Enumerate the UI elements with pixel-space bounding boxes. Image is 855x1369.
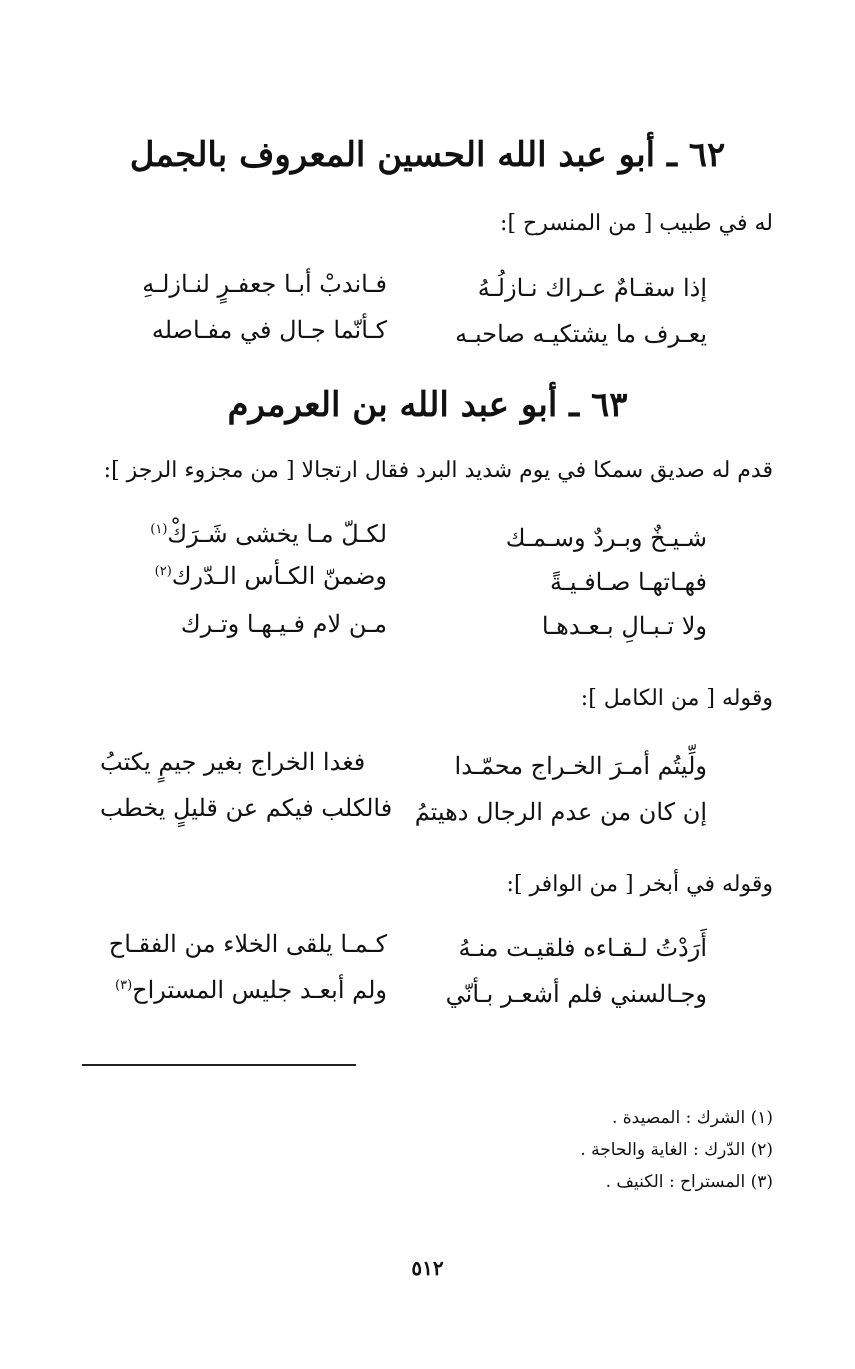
verse-first-hemistich: إن كان من عدم الرجال دهيتمُ: [414, 798, 707, 826]
verse-first-hemistich: يعـرف ما يشتكيـه صاحبـه: [455, 320, 707, 348]
verse-second-hemistich: كـأنّما جـال في مفـاصله: [151, 316, 387, 344]
footnote: (٢) الدّرك : الغاية والحاجة .: [580, 1140, 773, 1160]
footnote-marker: (١): [150, 522, 168, 537]
verse-first-hemistich: إذا سقـامٌ عـراك نـازلُـهُ: [477, 274, 707, 302]
footnote: (١) الشرك : المصيدة .: [611, 1108, 773, 1128]
section-heading-62: ٦٢ ـ أبو عبد الله الحسين المعروف بالجمل: [129, 135, 726, 175]
hemistich-text: لكـلّ مـا يخشى شَـرَكْ: [167, 520, 387, 548]
verse-first-hemistich: فهـاتهـا صـافـيـةً: [550, 568, 707, 596]
hemistich-text: ولم أبعـد جليس المستراح: [132, 976, 387, 1004]
section-intro: له في طبيب [ من المنسرح ]:: [500, 211, 773, 236]
page-number: ٥١٢: [411, 1256, 444, 1280]
verse-second-hemistich: [155, 564, 387, 588]
verse-second-hemistich: [115, 978, 387, 1002]
verse-second-hemistich: فغدا الخراج بغير جيمٍ يكتبُ: [100, 748, 366, 776]
verse-first-hemistich: شـيـخٌ وبـردٌ وسـمـك: [505, 524, 707, 552]
section-intro: قدم له صديق سمكا في يوم شديد البرد فقال ارتجالا [ من مجزوء الرجز ]:: [103, 458, 773, 483]
verse-second-hemistich: كـمـا يلقى الخلاء من الفقـاح: [108, 930, 387, 958]
footnote-marker: (٢): [154, 564, 172, 579]
section-heading-63: ٦٣ ـ أبو عبد الله بن العرمرم: [227, 385, 628, 425]
verse-first-hemistich: ولا تـبـالِ بـعـدهـا: [541, 612, 707, 640]
footnote: (٣) المستراح : الكنيف .: [605, 1172, 773, 1192]
section-intro: وقوله [ من الكامل ]:: [580, 686, 773, 711]
verse-first-hemistich: ولِّيتُم أمـرَ الخـراج محمّـدا: [454, 752, 707, 780]
verse-second-hemistich: [150, 522, 387, 546]
verse-second-hemistich: فالكلب فيكم عن قليلٍ يخطب: [100, 794, 393, 822]
verse-second-hemistich: فـاندبْ أبـا جعفـرٍ لنـازلـهِ: [142, 270, 387, 298]
verse-second-hemistich: مـن لام فـيـهـا وتـرك: [180, 610, 387, 638]
footnote-divider: [82, 1064, 356, 1066]
verse-first-hemistich: وجـالسني فلم أشعـر بـأنّي: [445, 980, 707, 1008]
section-intro: وقوله في أبخر [ من الوافر ]:: [506, 872, 773, 897]
footnote-marker: (٣): [115, 978, 133, 993]
hemistich-text: وضمنّ الكـأس الـدّرك: [171, 562, 387, 590]
verse-first-hemistich: أَرَدْتُ لـقـاءه فلقيـت منـهُ: [458, 934, 707, 962]
